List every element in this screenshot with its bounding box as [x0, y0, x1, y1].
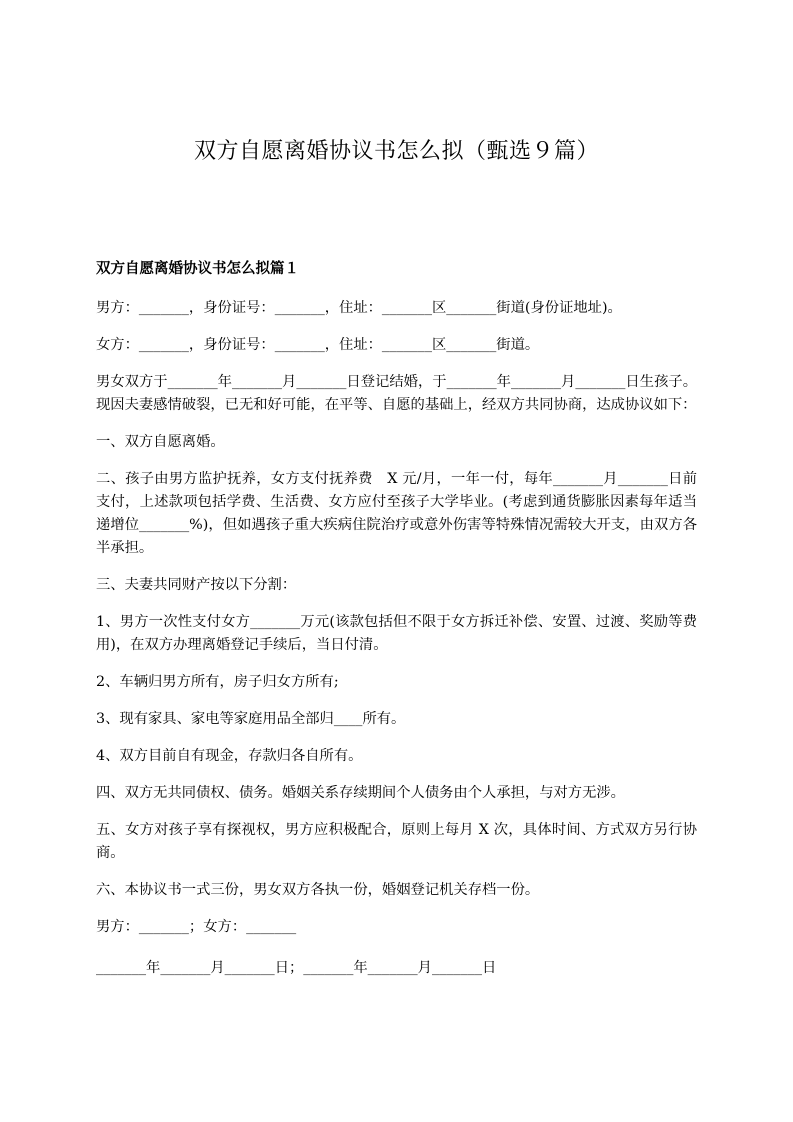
paragraph-clause-3: 三、夫妻共同财产按以下分割： — [96, 577, 297, 593]
paragraph-clause-5: 五、女方对孩子享有探视权，男方应积极配合，原则上每月 X 次，具体时间、方式双方另行协商。 — [96, 822, 697, 861]
paragraph-clause-1: 一、双方自愿离婚。 — [96, 434, 225, 450]
paragraph-signatures: 男方：_______；女方：_______ — [96, 919, 297, 935]
paragraph-clause-3-item-4: 4、双方目前自有现金，存款归各自所有。 — [96, 748, 363, 764]
paragraph-clause-4: 四、双方无共同债权、债务。婚姻关系存续期间个人债务由个人承担，与对方无涉。 — [96, 785, 625, 801]
paragraph-clause-3-item-2: 2、车辆归男方所有，房子归女方所有; — [96, 674, 339, 690]
paragraph-clause-3-item-1: 1、男方一次性支付女方_______万元(该款包括但不限于女方拆迁补偿、安置、过渡、奖励等费用)，在双方办理离婚登记手续后，当日付清。 — [96, 614, 697, 653]
paragraph-marriage-intro: 男女双方于_______年_______月_______日登记结婚，于_______年_______月_______日生孩子。现因夫妻感情破裂，已无和好可能，在平等、自愿的基础上，经双方共同协商，达成协议如下： — [96, 374, 697, 413]
document-body — [96, 258, 697, 994]
section-title: 双方自愿离婚协议书怎么拟篇１ — [96, 261, 299, 277]
paragraph-clause-2: 二、孩子由男方监护抚养，女方支付抚养费 X 元/月，一年一付，每年_______月_______日前支付，上述款项包括学费、生活费、女方应付至孩子大学毕业。(考虑到通货膨胀因素每年适当递增位_______%)，但如遇孩子重大疾病住院治疗或意外伤害等特殊情况需较大开支，由双方各半承担。 — [96, 471, 697, 556]
document-title: 双方自愿离婚协议书怎么拟（甄选９篇） — [193, 139, 599, 164]
paragraph-clause-3-item-3: 3、现有家具、家电等家庭用品全部归____所有。 — [96, 711, 406, 727]
paragraph-clause-6: 六、本协议书一式三份，男女双方各执一份，婚姻登记机关存档一份。 — [96, 882, 540, 898]
paragraph-male-info: 男方：_______，身份证号：_______，住址：_______区_______街道(身份证地址)。 — [96, 300, 622, 316]
paragraph-female-info: 女方：_______，身份证号：_______，住址：_______区_______街道。 — [96, 337, 540, 353]
paragraph-sign-dates: _______年_______月_______日；_______年_______月_______日 — [96, 960, 497, 976]
